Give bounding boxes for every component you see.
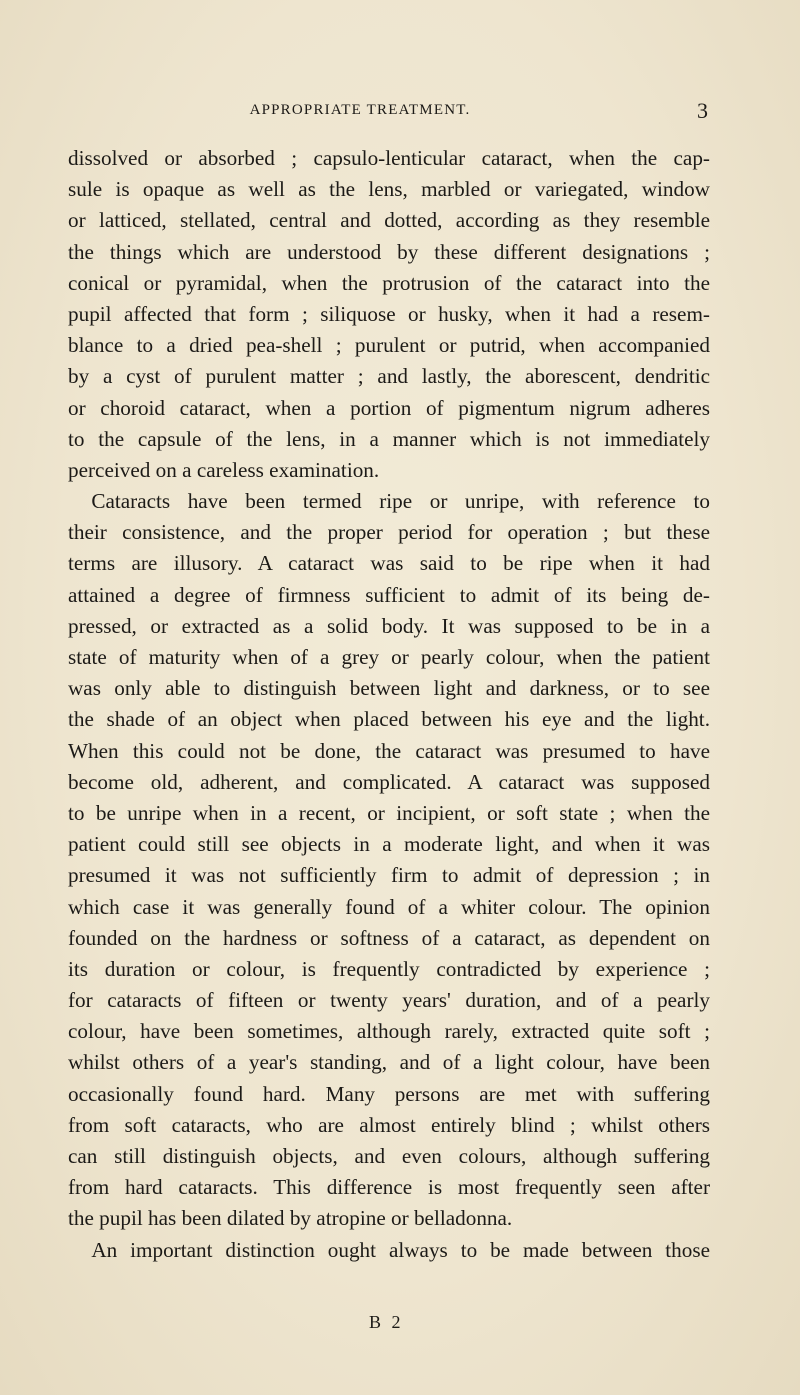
signature-mark: B 2	[369, 1312, 404, 1332]
text-line: presumed it was not sufficiently firm to admit of depression ; in	[68, 863, 710, 888]
text-line: terms are illusory. A cataract was said to be ripe when it had	[68, 551, 710, 576]
text-line: their consistence, and the proper period for operation ; but these	[68, 520, 710, 545]
text-line: which case it was generally found of a whiter colour. The opinion	[68, 894, 710, 919]
text-line: from soft cataracts, who are almost entirely blind ; whilst others	[68, 1112, 710, 1137]
page-number: 3	[697, 98, 708, 123]
text-line: When this could not be done, the cataract was presumed to have	[68, 738, 710, 763]
text-line: by a cyst of purulent matter ; and lastly, the aborescent, dendritic	[68, 364, 710, 389]
text-line: was only able to distinguish between light and darkness, or to see	[68, 676, 710, 701]
text-line: dissolved or absorbed ; capsulo-lenticular cataract, when the cap-	[68, 146, 710, 170]
text-line: or latticed, stellated, central and dotted, according as they resemble	[68, 208, 710, 233]
running-head	[0, 100, 800, 124]
text-line: perceived on a careless examination.	[68, 457, 380, 482]
text-line: Cataracts have been termed ripe or unripe, with reference to	[91, 489, 710, 514]
text-line: the things which are understood by these different designations ;	[68, 239, 710, 264]
text-line: or choroid cataract, when a portion of pigmentum nigrum adheres	[68, 395, 710, 420]
text-line: conical or pyramidal, when the protrusion of the cataract into the	[68, 270, 710, 295]
running-title: APPROPRIATE TREATMENT.	[249, 102, 471, 118]
text-line: can still distinguish objects, and even colours, although suffering	[68, 1144, 710, 1168]
text-line: sule is opaque as well as the lens, marbled or variegated, window	[68, 177, 710, 202]
text-line: become old, adherent, and complicated. A cataract was supposed	[68, 769, 710, 794]
text-line: to the capsule of the lens, in a manner which is not immediately	[68, 426, 710, 451]
text-line: whilst others of a year's standing, and of a light colour, have been	[68, 1050, 710, 1075]
text-line: attained a degree of firmness sufficient to admit of its being de-	[68, 582, 710, 607]
text-line: the shade of an object when placed between his eye and the light.	[68, 707, 710, 732]
text-line: from hard cataracts. This difference is most frequently seen after	[68, 1175, 710, 1200]
body-text	[68, 143, 710, 1266]
text-line: blance to a dried pea-shell ; purulent or putrid, when accompanied	[68, 333, 710, 358]
text-line: patient could still see objects in a moderate light, and when it was	[68, 832, 710, 857]
text-line: pressed, or extracted as a solid body. It was supposed to be in a	[68, 613, 710, 638]
text-line: to be unripe when in a recent, or incipient, or soft state ; when the	[68, 800, 710, 825]
text-line: its duration or colour, is frequently contradicted by experience ;	[68, 956, 710, 981]
text-line: pupil affected that form ; siliquose or husky, when it had a resem-	[68, 301, 710, 326]
text-line: An important distinction ought always to be made between those	[91, 1237, 710, 1262]
text-line: state of maturity when of a grey or pearly colour, when the patient	[68, 645, 710, 669]
text-line: founded on the hardness or softness of a cataract, as dependent on	[68, 925, 710, 950]
text-line: for cataracts of fifteen or twenty years' duration, and of a pearly	[68, 988, 710, 1013]
text-line: the pupil has been dilated by atropine or belladonna.	[68, 1206, 513, 1231]
text-line: occasionally found hard. Many persons are met with suffering	[68, 1081, 710, 1106]
text-line: colour, have been sometimes, although rarely, extracted quite soft ;	[68, 1019, 710, 1044]
